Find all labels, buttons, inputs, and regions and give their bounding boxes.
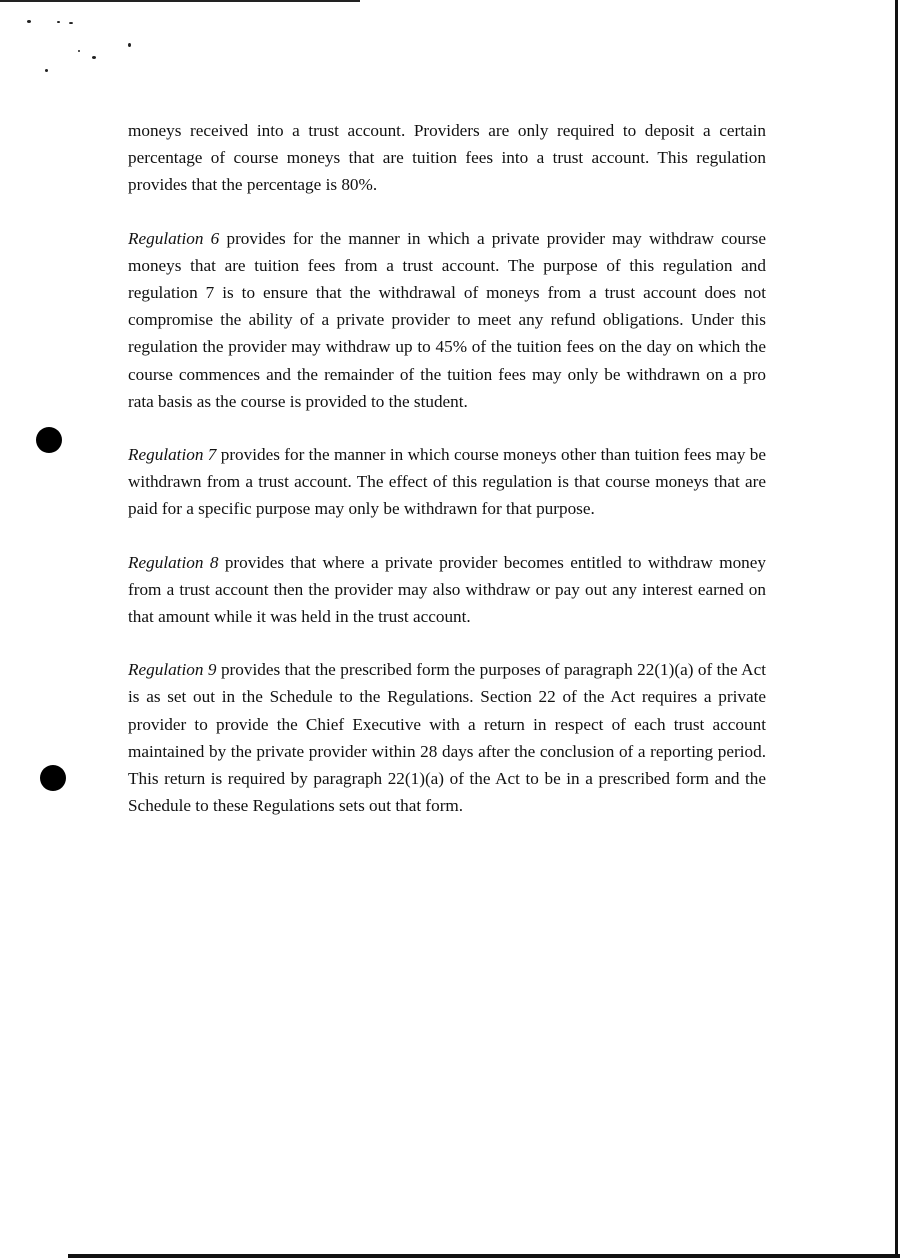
regulation-reference: Regulation 9 [128,660,217,680]
paragraph-text: provides that where a private provider becomes entitled to withdraw money from a trust account then the provider may also withdraw or pay out any interest earned on that amount while it was held in the trust account. [128,552,766,627]
regulation-reference: Regulation 8 [128,552,219,572]
paragraph-trust-deposit [128,117,766,199]
scan-speck [27,20,31,23]
paragraph-regulation-6 [128,225,766,415]
paragraph-regulation-8 [128,549,766,631]
punch-hole [36,427,62,453]
scan-speck [128,43,131,47]
scan-speck [69,22,73,24]
paragraph-text: provides for the manner in which course moneys other than tuition fees may be withdrawn from a trust account. The effect of this regulation is that course moneys that are paid for a specific purpose may only be withdrawn for that purpose. [128,445,766,519]
scan-speck [45,69,48,72]
scan-speck [57,21,60,23]
scan-speck [78,50,80,52]
punch-hole [40,765,66,791]
paragraph-text: moneys received into a trust account. Providers are only required to deposit a certain percentage of course moneys that are tuition fees into a trust account. This regulation provides that the percentage is 80%. [128,121,766,195]
scan-edge-top [0,0,360,2]
paragraph-text: provides for the manner in which a private provider may withdraw course moneys that are tuition fees from a trust account. The purpose of this regulation and regulation 7 is to ensure that the withdrawal of moneys from a trust account does not compromise the ability of a private provider to meet any refund obligations. Under this regulation the provider may withdraw up to 45% of the tuition fees on the day on which the course commences and the remainder of the tuition fees may only be withdrawn on a pro rata basis as the course is provided to the student. [128,228,766,411]
scan-speck [92,56,96,59]
regulation-reference: Regulation 6 [128,228,220,248]
paragraph-regulation-7 [128,441,766,523]
scan-edge-right [895,0,898,1258]
paragraph-text: provides that the prescribed form the purposes of paragraph 22(1)(a) of the Act is as set out in the Schedule to the Regulations. Section 22 of the Act requires a private provider to provide the Chief Executive with a return in respect of each trust account maintained by the private provider within 28 days after the conclusion of a reporting period. This return is required by paragraph 22(1)(a) of the Act to be in a prescribed form and the Schedule to these Regulations sets out that form. [128,660,766,816]
scan-edge-bottom [68,1254,900,1258]
regulation-reference: Regulation 7 [128,445,217,465]
paragraph-regulation-9 [128,656,766,819]
document-body [128,117,766,845]
